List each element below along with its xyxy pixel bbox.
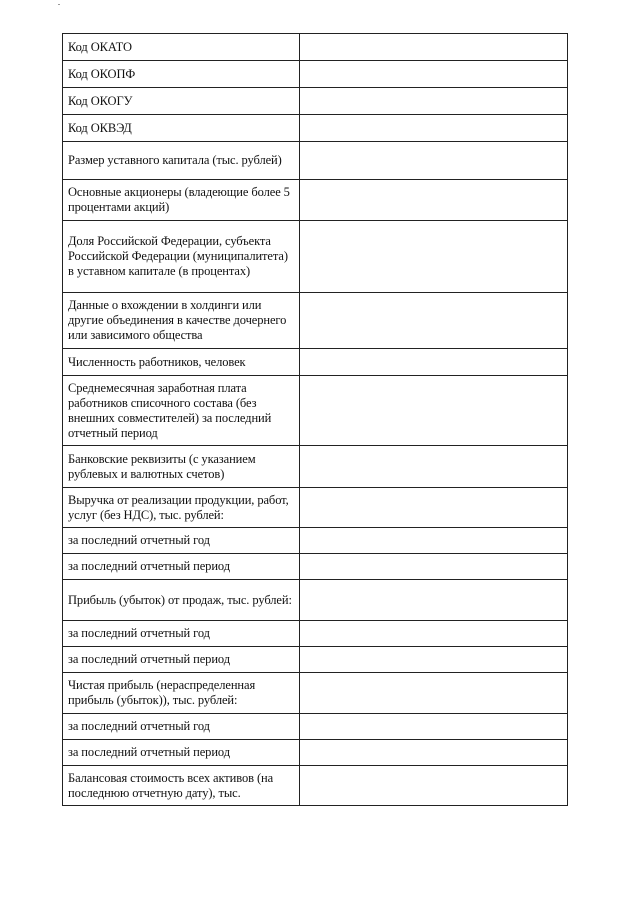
table-row [63, 34, 568, 61]
row-label-net-profit: Чистая прибыль (нераспределенная прибыль (убыток)), тыс. рублей: [63, 673, 300, 714]
value-cell-bank-details[interactable] [300, 446, 568, 488]
value-cell-charter-capital[interactable] [300, 142, 568, 180]
value-cell-main-shareholders[interactable] [300, 180, 568, 221]
table-row [63, 740, 568, 766]
value-cell-okved[interactable] [300, 115, 568, 142]
table-row [63, 221, 568, 293]
value-cell-net-profit-last-year[interactable] [300, 714, 568, 740]
value-cell-headcount[interactable] [300, 349, 568, 376]
value-cell-okopf[interactable] [300, 61, 568, 88]
value-cell-okogu[interactable] [300, 88, 568, 115]
value-cell-revenue-last-year[interactable] [300, 528, 568, 554]
value-cell-state-share[interactable] [300, 221, 568, 293]
row-label-charter-capital: Размер уставного капитала (тыс. рублей) [63, 142, 300, 180]
row-label-average-salary: Среднемесячная заработная плата работников списочного состава (без внешних совместителей) за последний отчетный период [63, 376, 300, 446]
row-label-state-share: Доля Российской Федерации, субъекта Российской Федерации (муниципалитета) в уставном капитале (в процентах) [63, 221, 300, 293]
row-label-okato: Код ОКАТО [63, 34, 300, 61]
table-row [63, 115, 568, 142]
table-row [63, 446, 568, 488]
table-row [63, 766, 568, 806]
scan-artifact [58, 4, 60, 5]
row-label-total-assets: Балансовая стоимость всех активов (на последнюю отчетную дату), тыс. [63, 766, 300, 806]
table-row [63, 714, 568, 740]
value-cell-okato[interactable] [300, 34, 568, 61]
row-label-sales-profit: Прибыль (убыток) от продаж, тыс. рублей: [63, 580, 300, 621]
value-cell-holding-membership[interactable] [300, 293, 568, 349]
value-cell-net-profit-last-period[interactable] [300, 740, 568, 766]
table-row [63, 61, 568, 88]
table-row [63, 142, 568, 180]
row-label-net-profit-last-period: за последний отчетный период [63, 740, 300, 766]
value-cell-sales-profit-last-period[interactable] [300, 647, 568, 673]
value-cell-revenue-last-period[interactable] [300, 554, 568, 580]
enterprise-info-table [62, 33, 568, 806]
table-row [63, 621, 568, 647]
row-label-okved: Код ОКВЭД [63, 115, 300, 142]
row-label-sales-profit-last-year: за последний отчетный год [63, 621, 300, 647]
value-cell-net-profit[interactable] [300, 673, 568, 714]
table-row [63, 293, 568, 349]
table-row [63, 528, 568, 554]
table-row [63, 554, 568, 580]
value-cell-sales-profit-last-year[interactable] [300, 621, 568, 647]
row-label-revenue: Выручка от реализации продукции, работ, услуг (без НДС), тыс. рублей: [63, 488, 300, 528]
row-label-revenue-last-year: за последний отчетный год [63, 528, 300, 554]
table-row [63, 88, 568, 115]
row-label-main-shareholders: Основные акционеры (владеющие более 5 процентами акций) [63, 180, 300, 221]
table-row [63, 376, 568, 446]
row-label-okopf: Код ОКОПФ [63, 61, 300, 88]
row-label-headcount: Численность работников, человек [63, 349, 300, 376]
table-row [63, 673, 568, 714]
row-label-sales-profit-last-period: за последний отчетный период [63, 647, 300, 673]
table-row [63, 580, 568, 621]
table-row [63, 488, 568, 528]
row-label-holding-membership: Данные о вхождении в холдинги или другие объединения в качестве дочернего или зависимого общества [63, 293, 300, 349]
value-cell-average-salary[interactable] [300, 376, 568, 446]
table-row [63, 349, 568, 376]
value-cell-sales-profit[interactable] [300, 580, 568, 621]
row-label-okogu: Код ОКОГУ [63, 88, 300, 115]
row-label-revenue-last-period: за последний отчетный период [63, 554, 300, 580]
table-row [63, 647, 568, 673]
table-row [63, 180, 568, 221]
row-label-bank-details: Банковские реквизиты (с указанием рублевых и валютных счетов) [63, 446, 300, 488]
value-cell-total-assets[interactable] [300, 766, 568, 806]
row-label-net-profit-last-year: за последний отчетный год [63, 714, 300, 740]
value-cell-revenue[interactable] [300, 488, 568, 528]
